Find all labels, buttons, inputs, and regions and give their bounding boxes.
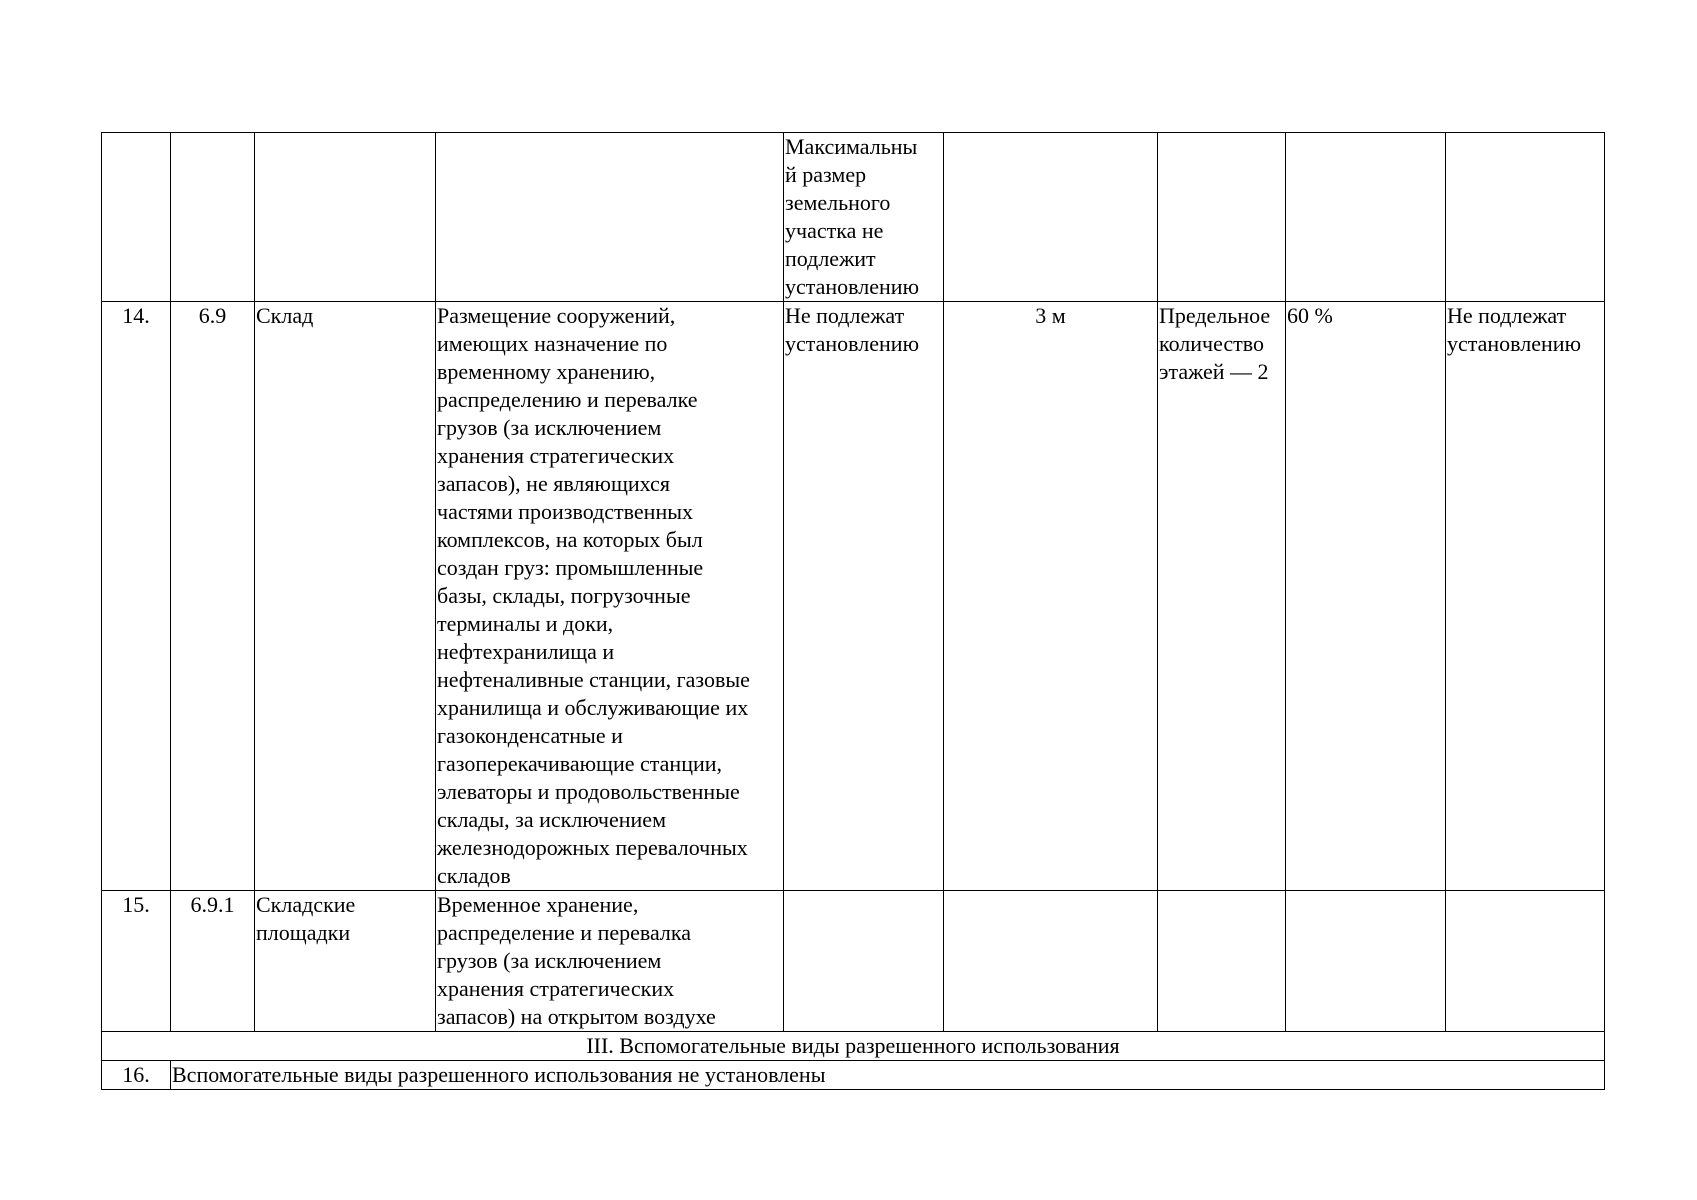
text-line: Размещение сооружений, <box>437 303 676 328</box>
row-area <box>784 302 944 891</box>
text-line: нефтеналивные станции, газовые <box>437 667 750 692</box>
table-row-continuation <box>102 133 1605 302</box>
table-row-14 <box>102 302 1605 891</box>
text-line: железнодорожных перевалочных <box>437 835 748 860</box>
text-line: подлежит <box>785 246 876 271</box>
text-line: имеющих назначение по <box>437 331 668 356</box>
cell-code <box>171 133 255 302</box>
text-line: земельного <box>785 190 891 215</box>
text-line: распределение и перевалка <box>437 920 692 945</box>
table-row-16 <box>102 1061 1605 1090</box>
text-line: хранения стратегических <box>437 976 675 1001</box>
row-floors <box>1158 891 1286 1032</box>
cell-name <box>255 133 436 302</box>
row-name <box>255 891 436 1032</box>
row-coverage <box>1286 891 1446 1032</box>
cell-max-area <box>784 133 944 302</box>
text-line: газоперекачивающие станции, <box>437 751 723 776</box>
text-line: Не подлежат <box>1447 303 1567 328</box>
text-line: установлению <box>785 274 920 299</box>
row-code: 6.9 <box>171 302 255 891</box>
text-line: установлению <box>785 331 920 356</box>
text-line: запасов), не являющихся <box>437 471 670 496</box>
row-setback <box>944 891 1158 1032</box>
text-line: терминалы и доки, <box>437 611 614 636</box>
text-line: грузов (за исключением <box>437 415 662 440</box>
row-code: 6.9.1 <box>171 891 255 1032</box>
text-line: частями производственных <box>437 499 693 524</box>
text-line: складов <box>437 863 511 888</box>
row-coverage: 60 % <box>1286 302 1446 891</box>
row-other <box>1446 302 1605 891</box>
text-line: количество <box>1159 331 1265 356</box>
row-number: 14. <box>102 302 171 891</box>
row-number: 16. <box>102 1061 171 1090</box>
section-heading-row <box>102 1032 1605 1061</box>
zoning-regulations-table <box>101 132 1605 1090</box>
text-line: создан груз: промышленные <box>437 555 704 580</box>
text-line: Временное хранение, <box>437 892 639 917</box>
text-line: этажей — 2 <box>1159 359 1269 384</box>
cell-description <box>436 133 784 302</box>
text-line: хранения стратегических <box>437 443 675 468</box>
text-line: Складские <box>256 892 356 917</box>
text-line: распределению и перевалке <box>437 387 698 412</box>
text-line: нефтехранилища и <box>437 639 615 664</box>
text-line: склады, за исключением <box>437 807 666 832</box>
row-floors <box>1158 302 1286 891</box>
cell-other <box>1446 133 1605 302</box>
cell-floors <box>1158 133 1286 302</box>
row-setback: 3 м <box>944 302 1158 891</box>
text-line: грузов (за исключением <box>437 948 662 973</box>
text-line: участка не <box>785 218 884 243</box>
table-row-15 <box>102 891 1605 1032</box>
text-line: Предельное <box>1159 303 1271 328</box>
cell-number <box>102 133 171 302</box>
row-description <box>436 302 784 891</box>
text-line: запасов) на открытом воздухе <box>437 1004 716 1029</box>
text-line: комплексов, на которых был <box>437 527 703 552</box>
row-description <box>436 891 784 1032</box>
row-other <box>1446 891 1605 1032</box>
section-heading: III. Вспомогательные виды разрешенного использования <box>102 1032 1605 1061</box>
text-line: газоконденсатные и <box>437 723 623 748</box>
text-line: хранилища и обслуживающие их <box>437 695 749 720</box>
text-line: площадки <box>256 920 351 945</box>
row-name <box>255 302 436 891</box>
text-line: Не подлежат <box>785 303 905 328</box>
text-line: Максимальны <box>785 134 918 159</box>
row-number: 15. <box>102 891 171 1032</box>
text-line: установлению <box>1447 331 1582 356</box>
text-line: Склад <box>256 303 314 328</box>
row-text: Вспомогательные виды разрешенного использования не установлены <box>171 1061 1605 1090</box>
text-line: базы, склады, погрузочные <box>437 583 691 608</box>
text-line: элеваторы и продовольственные <box>437 779 740 804</box>
row-area <box>784 891 944 1032</box>
text-line: временному хранению, <box>437 359 656 384</box>
cell-setback <box>944 133 1158 302</box>
text-line: й размер <box>785 162 867 187</box>
cell-coverage <box>1286 133 1446 302</box>
